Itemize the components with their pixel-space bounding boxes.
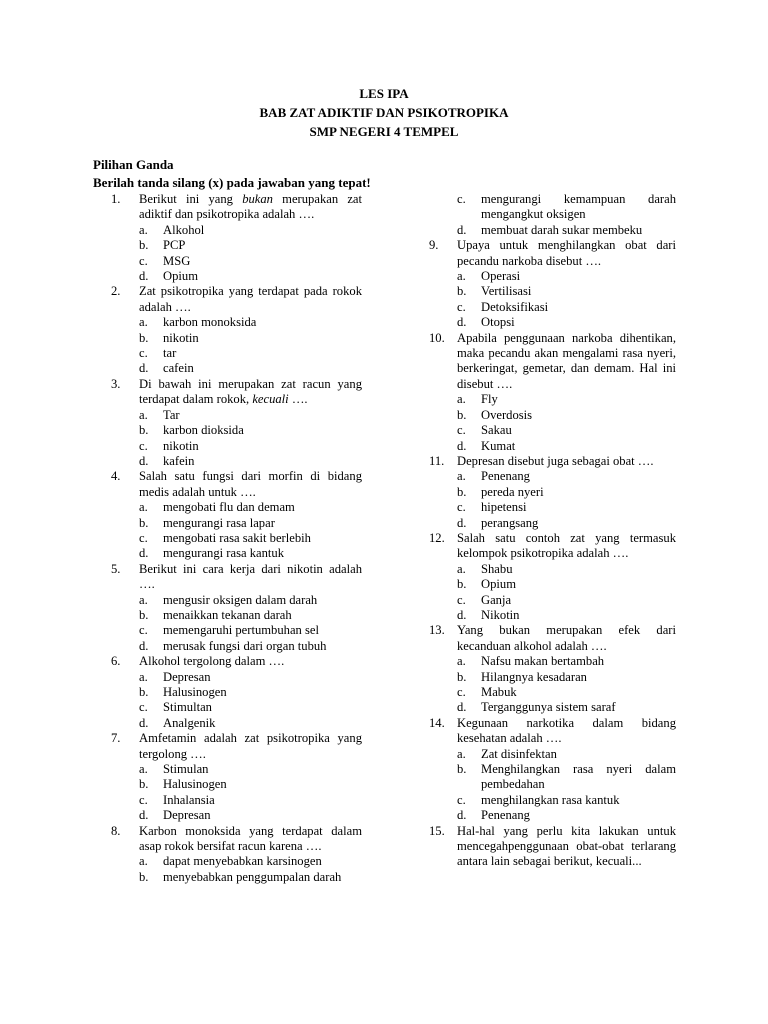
question-stem bbox=[429, 824, 676, 870]
section-instruction: Berilah tanda silang (x) pada jawaban yang tepat! bbox=[93, 175, 371, 190]
option-text: memengaruhi pertumbuhan sel bbox=[163, 623, 319, 638]
question-text-part: …. bbox=[288, 392, 308, 407]
option-letter: a. bbox=[139, 592, 148, 607]
question-stem bbox=[111, 377, 362, 408]
question-text bbox=[139, 654, 362, 669]
question-item bbox=[111, 562, 362, 654]
question-stem bbox=[111, 192, 362, 223]
answer-option bbox=[429, 223, 676, 238]
option-letter: a. bbox=[139, 315, 148, 330]
answer-option bbox=[429, 608, 676, 623]
option-letter: b. bbox=[139, 423, 149, 438]
answer-option bbox=[111, 454, 362, 469]
question-number: 15. bbox=[429, 823, 445, 838]
option-text: Nikotin bbox=[481, 607, 520, 622]
option-text: mengurangi rasa lapar bbox=[163, 515, 275, 530]
option-letter: a. bbox=[457, 561, 466, 576]
option-letter: c. bbox=[139, 253, 148, 268]
answer-option bbox=[429, 808, 676, 823]
option-text: menyebabkan penggumpalan darah bbox=[163, 869, 342, 884]
question-number: 7. bbox=[111, 731, 121, 746]
question-text bbox=[139, 469, 362, 500]
question-text-part: Kegunaan narkotika dalam bidang kesehatan adalah …. bbox=[457, 715, 676, 746]
option-letter: a. bbox=[139, 500, 148, 515]
question-number: 1. bbox=[111, 192, 121, 206]
option-text: Depresan bbox=[163, 808, 211, 823]
option-letter: c. bbox=[139, 623, 148, 638]
option-letter: d. bbox=[139, 361, 149, 376]
option-text: Mabuk bbox=[481, 685, 517, 699]
answer-option bbox=[111, 531, 362, 546]
answer-option bbox=[111, 315, 362, 330]
option-letter: c. bbox=[457, 685, 466, 699]
option-letter: b. bbox=[457, 484, 467, 499]
option-text: tar bbox=[163, 346, 177, 361]
option-letter: b. bbox=[139, 777, 149, 792]
question-stem bbox=[429, 531, 676, 562]
option-text: Penenang bbox=[481, 469, 530, 484]
question-item bbox=[429, 454, 676, 531]
question-text-part: Berikut ini yang bbox=[139, 192, 243, 206]
option-letter: b. bbox=[139, 607, 149, 622]
answer-option bbox=[111, 361, 362, 376]
option-letter: b. bbox=[457, 762, 467, 777]
answer-option bbox=[111, 546, 362, 561]
option-letter: c. bbox=[457, 423, 466, 438]
question-stem bbox=[429, 331, 676, 393]
question-text-part: Berikut ini cara kerja dari nikotin adalah …. bbox=[139, 561, 362, 592]
question-item bbox=[429, 716, 676, 824]
option-text: Kumat bbox=[481, 438, 516, 453]
option-text: karbon monoksida bbox=[163, 315, 257, 330]
option-letter: d. bbox=[457, 808, 467, 823]
question-emphasis: bukan bbox=[242, 192, 273, 206]
question-text-part: Amfetamin adalah zat psikotropika yang tergolong …. bbox=[139, 731, 362, 761]
question-text-part: Apabila penggunaan narkoba dihentikan, maka pecandu akan mengalami rasa nyeri, berkeringat, gemetar, dan demam. Hal ini disebut …. bbox=[457, 330, 676, 391]
option-text: Shabu bbox=[481, 561, 513, 576]
question-text bbox=[457, 824, 676, 870]
option-text: Opium bbox=[481, 577, 516, 592]
question-stem bbox=[111, 469, 362, 500]
answer-option bbox=[111, 777, 362, 792]
answer-option bbox=[429, 469, 676, 484]
answer-option bbox=[429, 300, 676, 315]
answer-option bbox=[111, 439, 362, 454]
question-text bbox=[139, 731, 362, 762]
question-item bbox=[111, 654, 362, 731]
answer-option bbox=[111, 516, 362, 531]
question-text-part: Di bawah ini merupakan zat racun yang terdapat dalam rokok, bbox=[139, 376, 362, 407]
answer-option bbox=[429, 685, 676, 700]
option-text: Stimulan bbox=[163, 762, 209, 777]
answer-option bbox=[111, 623, 362, 638]
question-text bbox=[457, 238, 676, 269]
question-stem bbox=[429, 238, 676, 269]
question-text bbox=[139, 562, 362, 593]
option-text: Menghilangkan rasa nyeri dalam pembedahan bbox=[481, 762, 676, 792]
option-letter: c. bbox=[457, 792, 466, 807]
option-letter: d. bbox=[457, 700, 467, 715]
option-text: merusak fungsi dari organ tubuh bbox=[163, 638, 327, 653]
answer-option bbox=[429, 747, 676, 762]
answer-option bbox=[111, 685, 362, 700]
option-letter: d. bbox=[139, 453, 149, 468]
option-letter: d. bbox=[139, 269, 149, 284]
answer-option bbox=[111, 854, 362, 869]
answer-option bbox=[111, 238, 362, 253]
answer-option bbox=[111, 700, 362, 715]
answer-option bbox=[111, 608, 362, 623]
question-text-part: Depresan disebut juga sebagai obat …. bbox=[457, 453, 654, 468]
option-letter: d. bbox=[457, 515, 467, 530]
answer-option bbox=[111, 331, 362, 346]
option-letter: d. bbox=[139, 715, 149, 730]
question-item bbox=[111, 731, 362, 823]
question-text-part: Zat psikotropika yang terdapat pada rokok adalah …. bbox=[139, 284, 362, 314]
option-letter: c. bbox=[457, 299, 466, 314]
option-text: Sakau bbox=[481, 423, 512, 438]
answer-option bbox=[111, 670, 362, 685]
option-text: mengobati flu dan demam bbox=[163, 500, 295, 515]
option-text: Tar bbox=[163, 407, 180, 422]
question-number: 14. bbox=[429, 715, 445, 730]
option-letter: a. bbox=[457, 392, 466, 407]
option-letter: a. bbox=[457, 746, 466, 761]
option-text: perangsang bbox=[481, 515, 539, 530]
option-text: mengurangi kemampuan darah mengangkut oksigen bbox=[481, 192, 676, 222]
question-item bbox=[429, 331, 676, 454]
question-number: 4. bbox=[111, 469, 121, 484]
option-text: menghilangkan rasa kantuk bbox=[481, 792, 620, 807]
question-item bbox=[429, 238, 676, 330]
option-text: Halusinogen bbox=[163, 777, 227, 792]
option-text: Otopsi bbox=[481, 315, 515, 330]
answer-option bbox=[429, 593, 676, 608]
question-stem bbox=[429, 623, 676, 654]
answer-option bbox=[111, 716, 362, 731]
answer-option bbox=[111, 423, 362, 438]
title-les-ipa: LES IPA bbox=[359, 86, 409, 101]
question-text bbox=[139, 284, 362, 315]
option-letter: a. bbox=[139, 407, 148, 422]
option-text: PCP bbox=[163, 238, 186, 253]
question-number: 13. bbox=[429, 623, 445, 638]
option-letter: a. bbox=[139, 854, 148, 869]
option-letter: b. bbox=[139, 685, 149, 699]
answer-option bbox=[429, 315, 676, 330]
option-letter: d. bbox=[457, 607, 467, 622]
question-column-left bbox=[111, 192, 362, 885]
section-title: Pilihan Ganda bbox=[93, 157, 174, 172]
answer-option bbox=[111, 500, 362, 515]
option-text: Alkohol bbox=[163, 222, 205, 237]
option-text: Inhalansia bbox=[163, 792, 215, 807]
question-item bbox=[111, 284, 362, 376]
option-letter: b. bbox=[457, 284, 467, 299]
option-letter: b. bbox=[139, 330, 149, 345]
question-text-part: Salah satu fungsi dari morfin di bidang medis adalah untuk …. bbox=[139, 469, 362, 499]
option-text: mengobati rasa sakit berlebih bbox=[163, 530, 311, 545]
answer-option bbox=[429, 793, 676, 808]
answer-option bbox=[111, 762, 362, 777]
option-letter: c. bbox=[457, 192, 466, 206]
option-letter: c. bbox=[457, 500, 466, 515]
question-number: 12. bbox=[429, 530, 445, 545]
option-letter: d. bbox=[139, 638, 149, 653]
option-letter: b. bbox=[457, 669, 467, 684]
answer-option bbox=[111, 593, 362, 608]
option-letter: b. bbox=[139, 869, 149, 884]
answer-option bbox=[111, 793, 362, 808]
question-text-part: Upaya untuk menghilangkan obat dari pecandu narkoba disebut …. bbox=[457, 238, 676, 268]
option-text: mengusir oksigen dalam darah bbox=[163, 592, 318, 607]
option-letter: b. bbox=[457, 577, 467, 592]
question-item bbox=[429, 531, 676, 623]
option-text: Opium bbox=[163, 269, 198, 284]
question-text-part: Karbon monoksida yang terdapat dalam asap rokok bersifat racun karena …. bbox=[139, 823, 362, 854]
question-stem bbox=[429, 716, 676, 747]
question-number: 2. bbox=[111, 284, 121, 299]
question-text-part: Alkohol tergolong dalam …. bbox=[139, 654, 285, 669]
question-item bbox=[111, 377, 362, 469]
question-item bbox=[429, 824, 676, 870]
answer-option bbox=[111, 408, 362, 423]
question-number: 8. bbox=[111, 823, 121, 838]
option-text: dapat menyebabkan karsinogen bbox=[163, 854, 322, 869]
option-text: Nafsu makan bertambah bbox=[481, 654, 605, 669]
answer-option bbox=[429, 284, 676, 299]
option-letter: c. bbox=[139, 530, 148, 545]
question-stem bbox=[111, 824, 362, 855]
answer-option bbox=[111, 223, 362, 238]
option-letter: a. bbox=[139, 762, 148, 777]
question-text bbox=[457, 623, 676, 654]
option-text: Ganja bbox=[481, 592, 512, 607]
option-text: cafein bbox=[163, 361, 194, 376]
option-letter: b. bbox=[457, 407, 467, 422]
option-text: Terganggunya sistem saraf bbox=[481, 700, 616, 715]
option-text: kafein bbox=[163, 453, 195, 468]
option-letter: b. bbox=[139, 238, 149, 253]
option-letter: d. bbox=[457, 438, 467, 453]
option-letter: a. bbox=[139, 669, 148, 684]
option-letter: d. bbox=[139, 808, 149, 823]
answer-option bbox=[429, 269, 676, 284]
question-stem bbox=[111, 654, 362, 669]
answer-option bbox=[429, 192, 676, 223]
option-text: karbon dioksida bbox=[163, 423, 244, 438]
option-letter: a. bbox=[457, 269, 466, 284]
answer-option bbox=[429, 423, 676, 438]
question-text-part: Hal-hal yang perlu kita lakukan untuk mencegahpenggunaan obat-obat terlarang antara lain sebagai berikut, kecuali... bbox=[457, 823, 676, 869]
answer-option bbox=[111, 808, 362, 823]
question-text bbox=[139, 192, 362, 223]
answer-option bbox=[111, 254, 362, 269]
question-text bbox=[457, 531, 676, 562]
option-letter: c. bbox=[139, 792, 148, 807]
answer-option bbox=[429, 516, 676, 531]
option-letter: c. bbox=[139, 438, 148, 453]
question-emphasis: kecuali bbox=[252, 392, 289, 407]
answer-option bbox=[111, 269, 362, 284]
option-letter: c. bbox=[457, 592, 466, 607]
answer-option bbox=[429, 485, 676, 500]
question-stem bbox=[111, 284, 362, 315]
answer-option bbox=[429, 562, 676, 577]
option-letter: a. bbox=[139, 222, 148, 237]
question-item bbox=[429, 623, 676, 715]
answer-option bbox=[111, 639, 362, 654]
question-number: 11. bbox=[429, 453, 445, 468]
question-text bbox=[139, 824, 362, 855]
question-number: 5. bbox=[111, 561, 121, 576]
option-text: Penenang bbox=[481, 808, 530, 823]
option-text: Zat disinfektan bbox=[481, 746, 557, 761]
answer-option bbox=[429, 577, 676, 592]
question-text-part: Yang bukan merupakan efek dari kecanduan alkohol adalah …. bbox=[457, 623, 676, 653]
answer-option bbox=[111, 346, 362, 361]
question-number: 10. bbox=[429, 330, 445, 345]
option-text: Operasi bbox=[481, 269, 521, 284]
option-text: Stimultan bbox=[163, 700, 212, 715]
title-school: SMP NEGERI 4 TEMPEL bbox=[309, 124, 459, 139]
question-text bbox=[457, 716, 676, 747]
question-column-right bbox=[429, 192, 676, 870]
question-number: 3. bbox=[111, 376, 121, 391]
answer-option bbox=[429, 392, 676, 407]
option-letter: a. bbox=[457, 654, 466, 669]
option-text: Depresan bbox=[163, 669, 211, 684]
option-text: mengurangi rasa kantuk bbox=[163, 546, 284, 561]
option-text: Detoksifikasi bbox=[481, 299, 549, 314]
question-text-part: Salah satu contoh zat yang termasuk kelompok psikotropika adalah …. bbox=[457, 530, 676, 561]
option-text: Analgenik bbox=[163, 715, 216, 730]
question-item bbox=[111, 469, 362, 561]
answer-option bbox=[429, 762, 676, 793]
answer-option bbox=[429, 408, 676, 423]
answer-option bbox=[111, 870, 362, 885]
question-item bbox=[111, 192, 362, 284]
option-text: Hilangnya kesadaran bbox=[481, 669, 587, 684]
option-text: Fly bbox=[481, 392, 498, 407]
question-text bbox=[457, 331, 676, 393]
option-letter: d. bbox=[457, 222, 467, 237]
question-item bbox=[111, 824, 362, 886]
option-letter: c. bbox=[139, 346, 148, 361]
option-text: Halusinogen bbox=[163, 685, 227, 699]
option-text: nikotin bbox=[163, 438, 199, 453]
question-stem bbox=[111, 731, 362, 762]
answer-option bbox=[429, 439, 676, 454]
answer-option bbox=[429, 670, 676, 685]
question-stem bbox=[429, 454, 676, 469]
answer-option bbox=[429, 500, 676, 515]
option-letter: d. bbox=[457, 315, 467, 330]
question-text bbox=[457, 454, 676, 469]
option-text: menaikkan tekanan darah bbox=[163, 607, 292, 622]
option-letter: b. bbox=[139, 515, 149, 530]
question-stem bbox=[111, 562, 362, 593]
option-letter: c. bbox=[139, 700, 148, 715]
title-chapter: BAB ZAT ADIKTIF DAN PSIKOTROPIKA bbox=[259, 105, 509, 120]
answer-option bbox=[429, 654, 676, 669]
question-number: 6. bbox=[111, 654, 121, 669]
question-text bbox=[139, 377, 362, 408]
answer-option bbox=[429, 700, 676, 715]
option-letter: a. bbox=[457, 469, 466, 484]
option-text: hipetensi bbox=[481, 500, 527, 515]
question-text-part: merupakan zat adiktif dan psikotropika adalah …. bbox=[139, 192, 363, 222]
option-text: nikotin bbox=[163, 330, 199, 345]
option-text: Overdosis bbox=[481, 407, 533, 422]
option-text: membuat darah sukar membeku bbox=[481, 222, 643, 237]
option-text: MSG bbox=[163, 253, 191, 268]
option-text: pereda nyeri bbox=[481, 484, 544, 499]
question-number: 9. bbox=[429, 238, 439, 253]
option-letter: d. bbox=[139, 546, 149, 561]
option-text: Vertilisasi bbox=[481, 284, 532, 299]
